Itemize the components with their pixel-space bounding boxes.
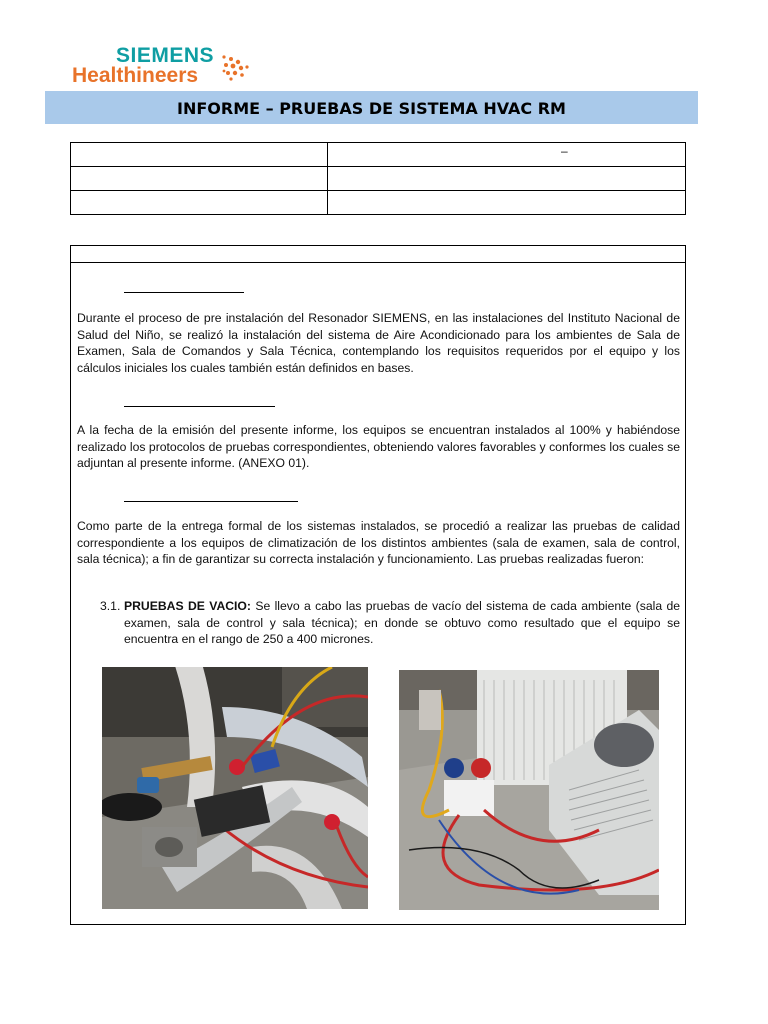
section-heading-underline: [124, 501, 298, 502]
title-bar: [45, 91, 698, 124]
table-cell: [328, 167, 686, 191]
logo-brand-siemens: SIEMENS: [116, 44, 215, 67]
table-cell-text: –: [561, 144, 568, 158]
info-table: [70, 142, 686, 215]
table-cell: [71, 167, 328, 191]
paragraph-status: A la fecha de la emisión del presente informe, los equipos se encuentran instalados al 100% y habiéndose realizado los protocolos de pruebas correspondientes, obteniendo valores favorables y conformes los cuales se adjuntan al presente informe. (ANEXO 01).: [77, 423, 680, 471]
table-row: [71, 143, 686, 167]
list-item-text: [124, 598, 680, 648]
photo-vacuum-test-piping: [102, 667, 368, 909]
paragraph-tests: Como parte de la entrega formal de los sistemas instalados, se procedió a realizar las pruebas de calidad correspondiente a los equipos de climatización de los distintos ambientes (sala de examen, sala de control, sala técnica); a fin de garantizar su correcta instalación y funcionamiento. Las pruebas realizadas fueron:: [77, 519, 680, 567]
list-item-body: Se llevo a cabo las pruebas de vacío del sistema de cada ambiente (sala de examen, sala de control y sala técnica); en donde se obtuvo como resultado que el equipo se encuentra en el rango de 250 a 400 micrones.: [124, 599, 681, 647]
document-title: INFORME – PRUEBAS DE SISTEMA HVAC RM: [177, 99, 566, 118]
table-cell: [328, 191, 686, 215]
paragraph-intro: Durante el proceso de pre instalación del Resonador SIEMENS, en las instalaciones del Instituto Nacional de Salud del Niño, se realizó la instalación del sistema de Aire Acondicionado para los ambientes de Sala de Examen, Sala de Comandos y Sala Técnica, contemplando los requisitos requeridos por el equipo y los cálculos iniciales los cuales también están definidos en bases.: [77, 311, 680, 375]
table-cell: [71, 191, 328, 215]
section-heading-underline: [124, 292, 244, 293]
logo-dots-icon: [220, 53, 250, 81]
list-item-number: 3.1.: [100, 599, 121, 613]
table-cell: [328, 143, 686, 167]
table-row: [71, 167, 686, 191]
table-cell: [71, 143, 328, 167]
list-item-label: PRUEBAS DE VACIO:: [124, 599, 251, 613]
content-box-header: [71, 246, 685, 263]
photo-vacuum-test-condensers: [399, 670, 659, 910]
siemens-healthineers-logo: [72, 44, 252, 90]
table-row: [71, 191, 686, 215]
logo-brand-healthineers: Healthineers: [72, 64, 199, 87]
section-heading-underline: [124, 406, 275, 407]
